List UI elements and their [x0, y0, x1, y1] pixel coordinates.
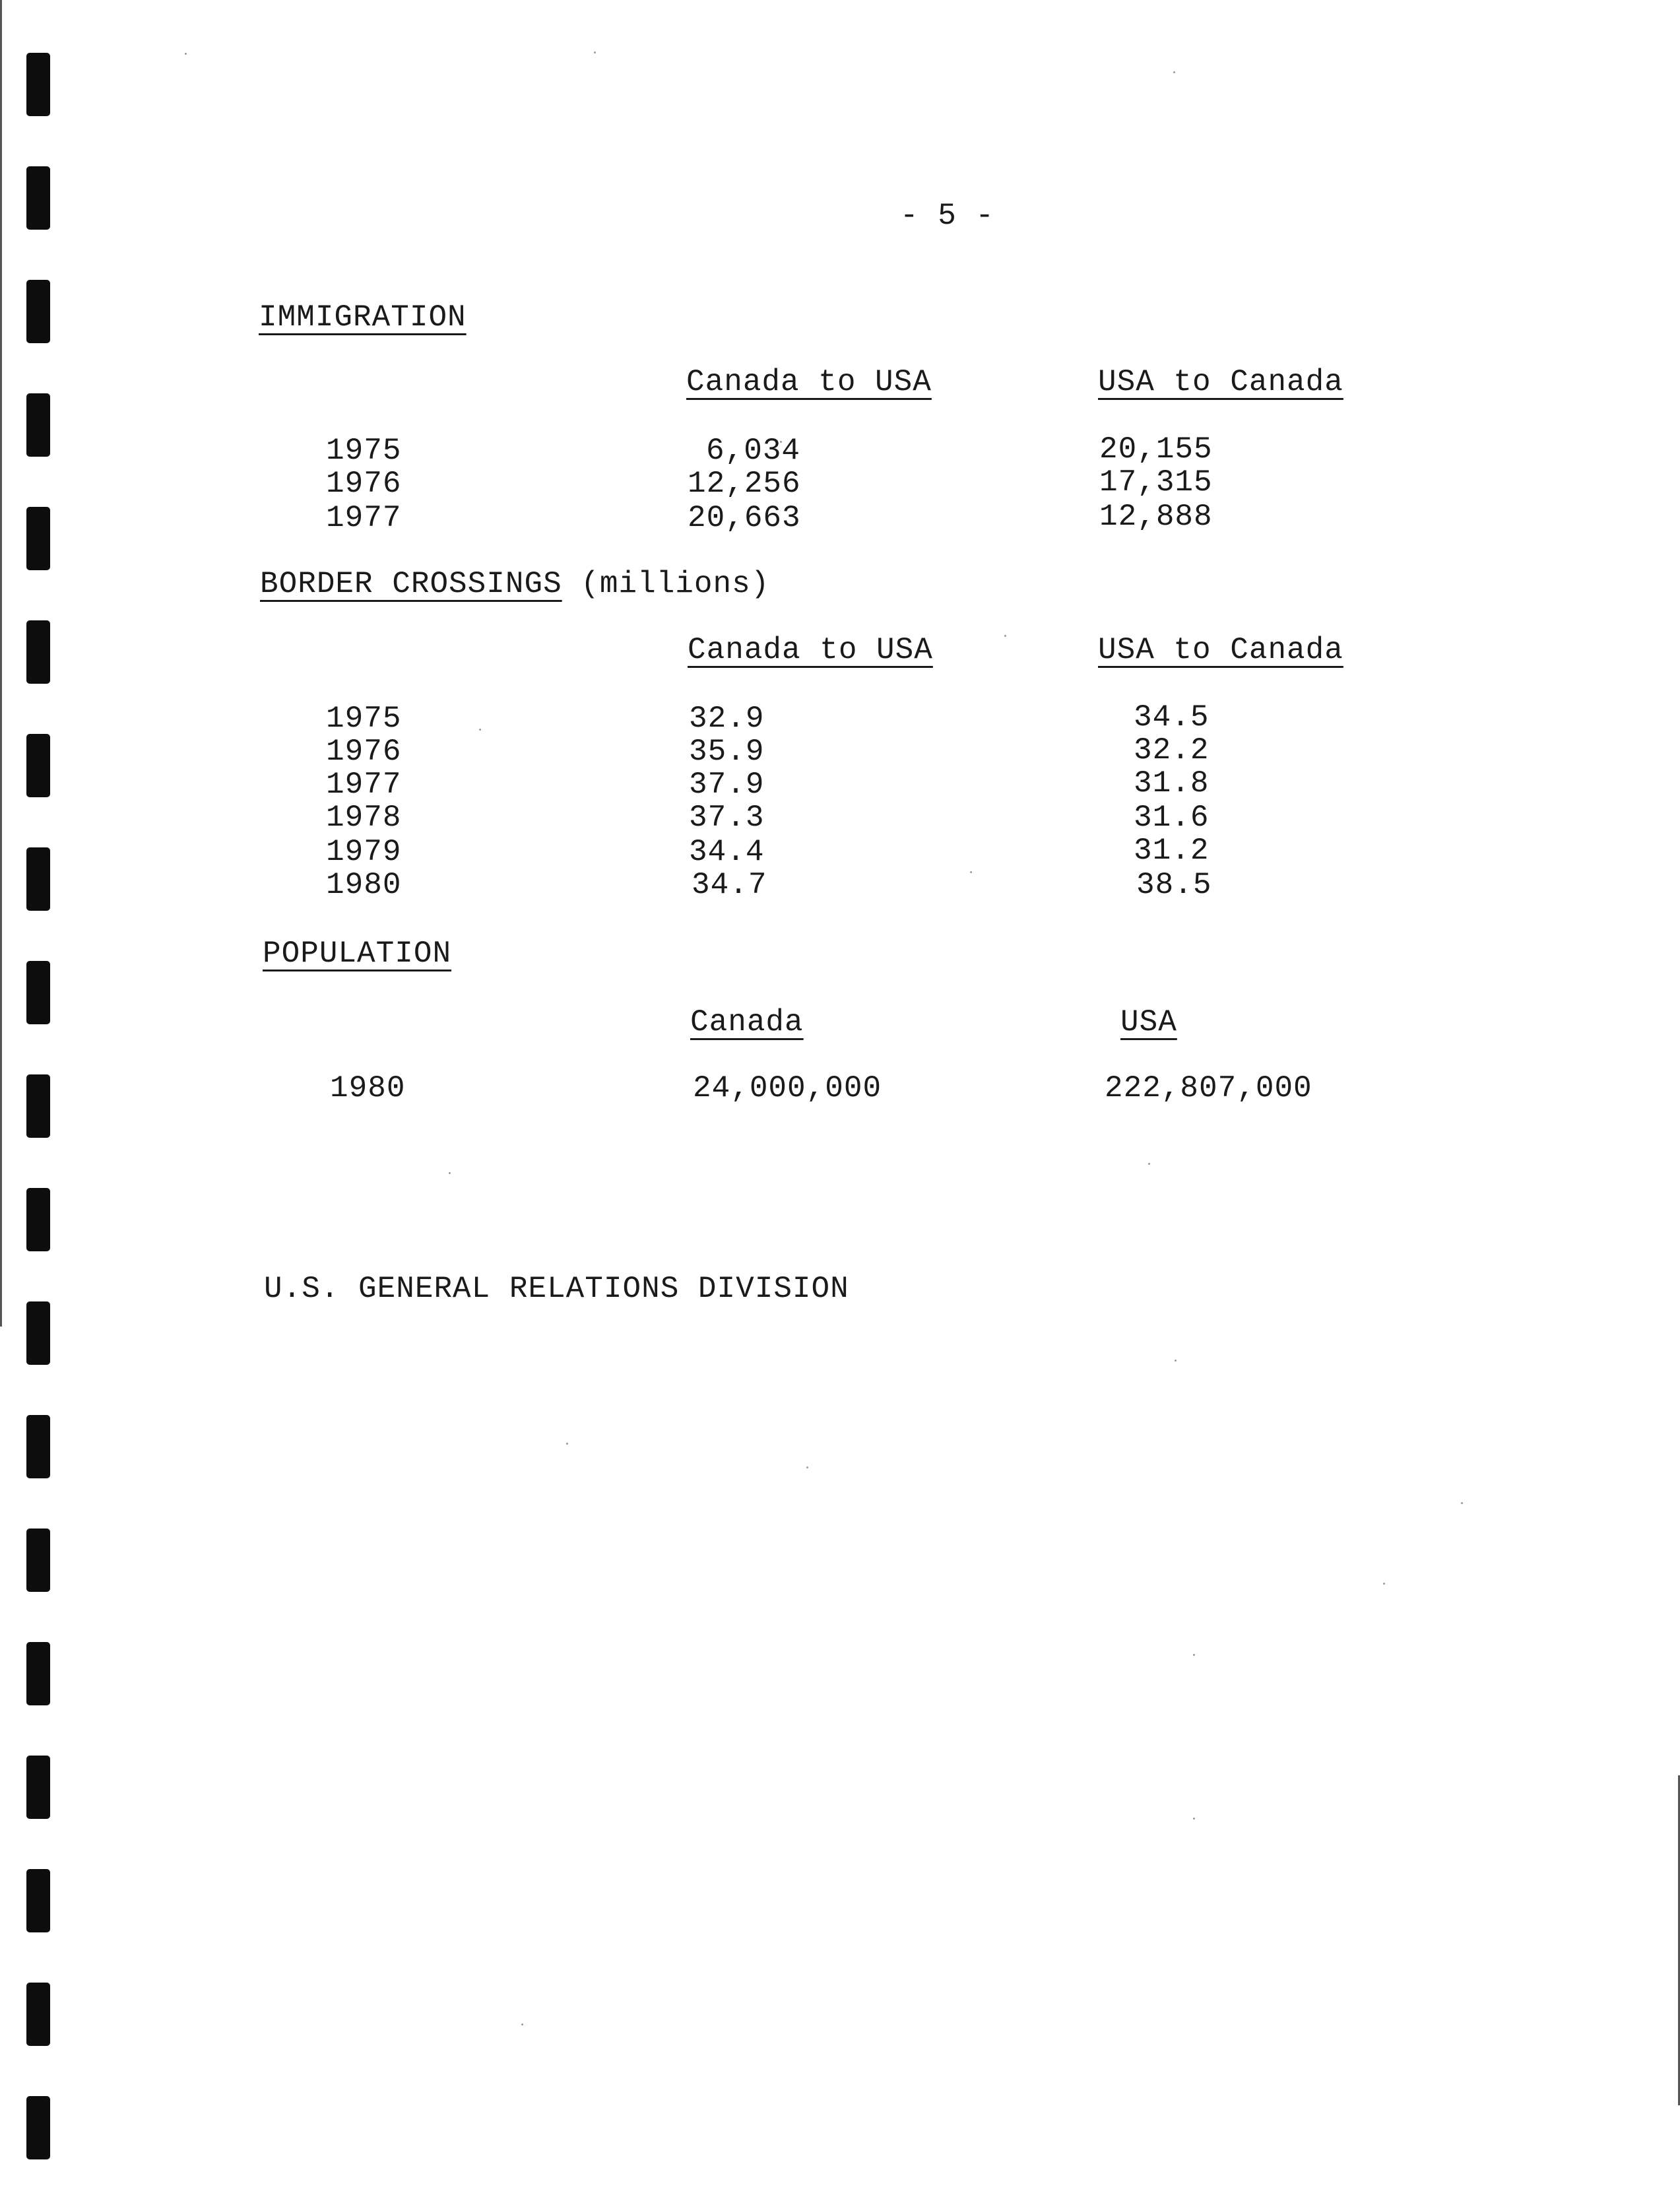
- scan-speck: [594, 51, 596, 53]
- scan-speck: [1193, 1818, 1195, 1820]
- binder-hole: [26, 1415, 50, 1478]
- scan-speck: [479, 729, 481, 731]
- value-cell: 20,663: [688, 501, 801, 535]
- scan-speck: [1383, 1583, 1385, 1585]
- binder-hole: [26, 166, 50, 230]
- binder-hole: [26, 393, 50, 457]
- year-cell: 1977: [326, 501, 402, 535]
- value-cell: 34.7: [692, 868, 767, 902]
- binder-hole: [26, 507, 50, 570]
- year-cell: 1980: [326, 868, 402, 902]
- column-header: Canada to USA: [686, 365, 932, 399]
- binder-hole: [26, 1869, 50, 1932]
- scan-speck: [1193, 1654, 1195, 1656]
- year-cell: 1977: [326, 768, 402, 802]
- column-header: USA to Canada: [1098, 365, 1343, 399]
- division-footer: U.S. GENERAL RELATIONS DIVISION: [264, 1272, 849, 1306]
- binder-hole: [26, 1983, 50, 2046]
- value-cell: 222,807,000: [1105, 1071, 1312, 1105]
- binder-hole: [26, 1301, 50, 1365]
- year-cell: 1979: [326, 835, 402, 869]
- value-cell: 34.4: [689, 835, 765, 869]
- value-cell: 31.2: [1134, 834, 1210, 868]
- column-header: Canada: [690, 1005, 804, 1039]
- section-heading: BORDER CROSSINGS: [260, 567, 562, 601]
- value-cell: 12,888: [1099, 500, 1213, 534]
- scan-speck: [449, 1172, 451, 1174]
- binder-hole: [26, 1188, 50, 1251]
- value-cell: 31.6: [1134, 801, 1210, 835]
- year-cell: 1978: [326, 801, 402, 835]
- value-cell: 32.9: [689, 702, 765, 736]
- section-heading: IMMIGRATION: [259, 300, 467, 335]
- value-cell: 32.2: [1134, 733, 1210, 768]
- value-cell: 37.3: [689, 801, 765, 835]
- year-cell: 1976: [326, 735, 402, 769]
- scan-speck: [521, 2023, 523, 2025]
- value-cell: 35.9: [689, 735, 765, 769]
- scan-speck: [185, 53, 187, 55]
- binder-hole: [26, 280, 50, 343]
- binder-hole: [26, 734, 50, 797]
- scan-speck: [970, 871, 972, 873]
- section-heading: POPULATION: [263, 937, 452, 971]
- scan-speck: [1461, 1502, 1463, 1504]
- scan-speck: [566, 1443, 568, 1445]
- year-cell: 1975: [326, 434, 402, 468]
- page-number: - 5 -: [900, 199, 995, 233]
- binder-hole: [26, 847, 50, 911]
- value-cell: 37.9: [689, 768, 765, 802]
- value-cell: 17,315: [1099, 465, 1213, 500]
- column-header: Canada to USA: [688, 633, 933, 667]
- binder-hole: [26, 1074, 50, 1138]
- binder-hole: [26, 961, 50, 1024]
- year-cell: 1976: [326, 467, 402, 501]
- column-header: USA: [1120, 1005, 1177, 1039]
- scan-speck: [1004, 635, 1006, 637]
- binder-hole: [26, 1529, 50, 1592]
- year-cell: 1975: [326, 702, 402, 736]
- page-left-edge: [0, 0, 2, 1327]
- value-cell: 20,155: [1099, 432, 1213, 467]
- scan-speck: [1173, 71, 1175, 73]
- column-header: USA to Canada: [1098, 633, 1343, 667]
- scan-speck: [1175, 1360, 1177, 1362]
- binder-hole: [26, 1642, 50, 1705]
- section-unit: (millions): [581, 567, 770, 601]
- value-cell: 34.5: [1134, 700, 1210, 735]
- scan-speck: [1148, 1163, 1150, 1165]
- binder-hole: [26, 53, 50, 116]
- section-heading-line: [260, 569, 769, 599]
- value-cell: 31.8: [1134, 766, 1210, 801]
- binder-hole: [26, 2096, 50, 2159]
- scan-speck: [806, 1466, 808, 1468]
- value-cell: 12,256: [688, 467, 801, 501]
- binder-hole: [26, 1756, 50, 1819]
- value-cell: 38.5: [1136, 868, 1212, 902]
- value-cell: 24,000,000: [693, 1071, 882, 1105]
- binder-hole: [26, 620, 50, 684]
- value-cell: 6,034: [706, 434, 801, 468]
- year-cell: 1980: [330, 1071, 406, 1105]
